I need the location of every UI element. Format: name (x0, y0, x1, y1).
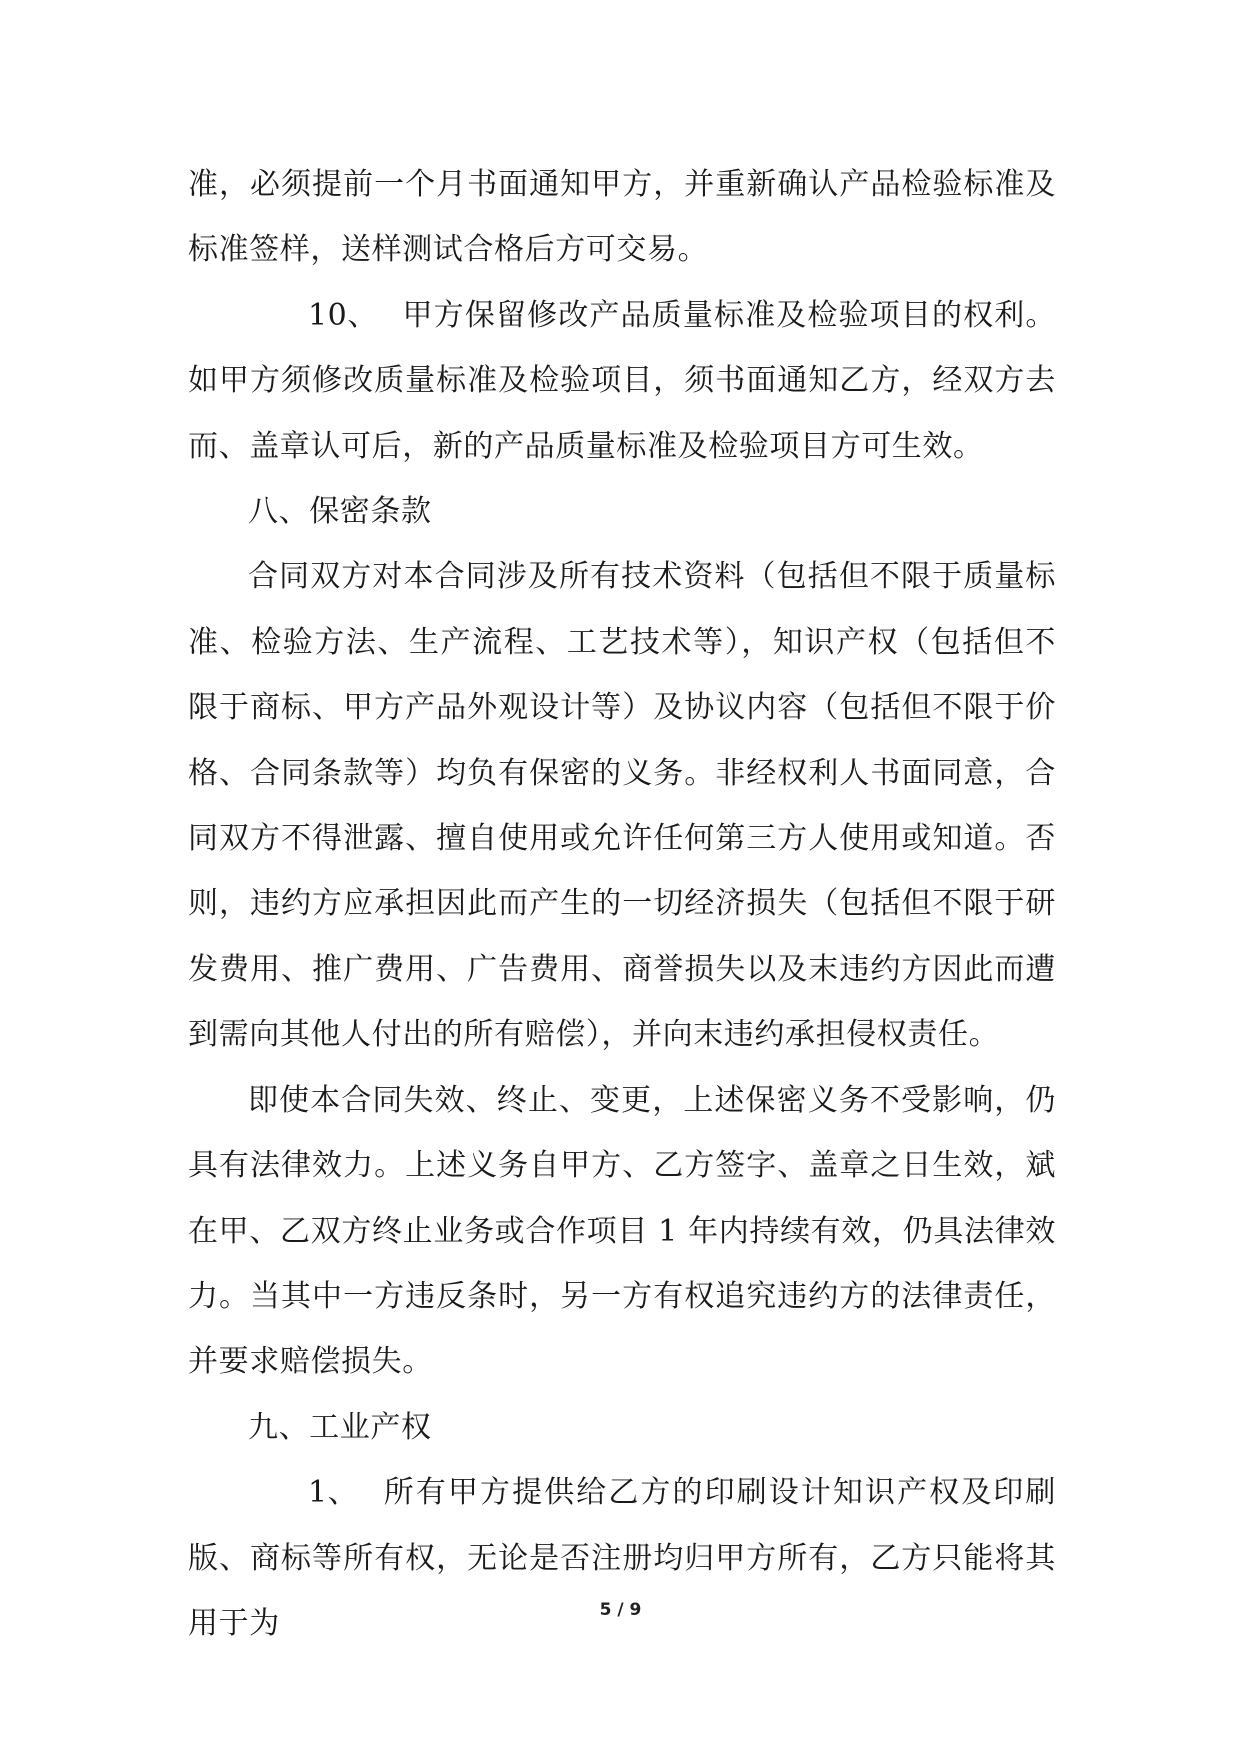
document-body (188, 152, 1056, 1656)
clause-1-paragraph (188, 1460, 1056, 1656)
confidentiality-validity-paragraph: 即使本合同失效、终止、变更，上述保密义务不受影响，仍具有法律效力。上述义务自甲方、乙方签字、盖章之日生效，斌在甲、乙双方终止业务或合作项目 1 年内持续有效，仍具法律效力。当其中一方违反条时，另一方有权追究违约方的法律责任，并要求赔偿损失。 (188, 1082, 1056, 1380)
clause-text: 所有甲方提供给乙方的印刷设计知识产权及印刷版、商标等所有权，无论是否注册均归甲方所有，乙方只能将其用于为 (188, 1475, 1056, 1641)
clause-text: 甲方保留修改产品质量标准及检验项目的权利。如甲方须修改质量标准及检验项目，须书面通知乙方，经双方去而、盖章认可后，新的产品质量标准及检验项目方可生效。 (188, 297, 1056, 464)
page-number: 5 / 9 (599, 1600, 642, 1620)
paragraph-continuation: 准，必须提前一个月书面通知甲方，并重新确认产品检验标准及标准签样，送样测试合格后方可交易。 (188, 167, 1056, 268)
clause-number: 1、 (308, 1475, 359, 1511)
section-heading-confidentiality: 八、保密条款 (248, 494, 432, 530)
clause-10-paragraph (188, 283, 1056, 479)
confidentiality-paragraph: 合同双方对本合同涉及所有技术资料（包括但不限于质量标准、检验方法、生产流程、工艺技术等），知识产权（包括但不限于商标、甲方产品外观设计等）及协议内容（包括但不限于价格、合同条款等）均负有保密的义务。非经权利人书面同意，合同双方不得泄露、擅自使用或允许任何第三方人使用或知道。否则，违约方应承担因此而产生的一切经济损失（包括但不限于研发费用、推广费用、广告费用、商誉损失以及末违约方因此而遭到需向其他人付出的所有赔偿），并向末违约承担侵权责任。 (188, 559, 1056, 1053)
clause-number: 10、 (308, 297, 378, 333)
section-heading-industrial-property: 九、工业产权 (248, 1409, 432, 1445)
